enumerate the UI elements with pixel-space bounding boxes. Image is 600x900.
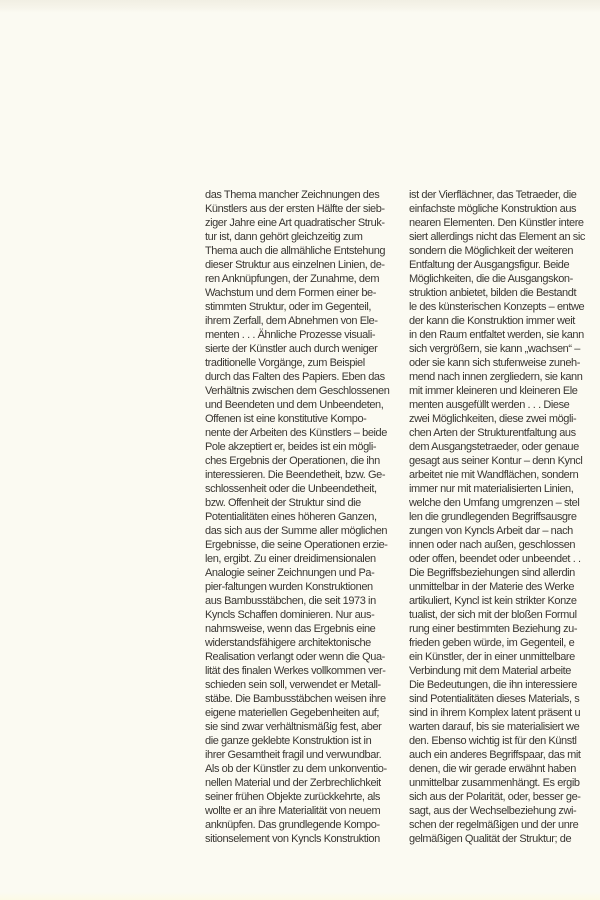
- text-line: ihrer Gesamtheit fragil und verwundbar.: [205, 749, 382, 761]
- text-line: Thema auch die allmähliche Entstehung: [205, 245, 386, 257]
- text-line: traditionelle Vorgänge, zum Beispiel: [205, 357, 365, 369]
- text-line: zungen von Kyncls Arbeit dar – nach: [409, 525, 573, 537]
- text-line: Realisation verlangt oder wenn die Qua-: [205, 651, 385, 663]
- text-line: das Thema mancher Zeichnungen des: [205, 189, 380, 201]
- text-line: ist der Vierflächner, das Tetraeder, die: [409, 189, 577, 201]
- text-line: sitionselement von Kyncls Konstruktion: [205, 833, 380, 845]
- text-line: Pole akzeptiert er, beides ist ein mögli-: [205, 441, 377, 453]
- text-line: gesagt aus seiner Kontur – denn Kyncl: [409, 455, 583, 467]
- text-line: sich aus der Polarität, oder, besser ge-: [409, 791, 581, 803]
- text-line: oder offen, beendet oder unbeendet . .: [409, 553, 581, 565]
- text-line: Verhältnis zwischen dem Geschlossenen: [205, 385, 390, 397]
- text-line: sind Potentialitäten dieses Materials, s: [409, 693, 580, 705]
- scan-edge-bottom: [0, 892, 600, 900]
- text-line: dem Ausgangstetraeder, oder genaue: [409, 441, 579, 453]
- text-line: ziger Jahre eine Art quadratischer Struk-: [205, 217, 385, 229]
- text-line: Als ob der Künstler zu dem unkonventio-: [205, 763, 387, 775]
- text-line: auch ein anderes Begriffspaar, das mit: [409, 749, 581, 761]
- text-line: nente der Arbeiten des Künstlers – beide: [205, 427, 387, 439]
- text-line: len die grundlegenden Begriffsausgre: [409, 511, 577, 523]
- text-line: siert allerdings nicht das Element an sic: [409, 231, 585, 243]
- text-line: gelmäßigen Qualität der Struktur; de: [409, 833, 572, 845]
- text-line: stäbe. Die Bambusstäbchen weisen ihre: [205, 693, 386, 705]
- text-line: Entfaltung der Ausgangsfigur. Beide: [409, 259, 570, 271]
- text-line: menten . . . Ähnliche Prozesse visuali-: [205, 329, 376, 341]
- text-line: pier-faltungen wurden Konstruktionen: [205, 581, 373, 593]
- text-line: len, ergibt. Zu einer dreidimensionalen: [205, 553, 376, 565]
- text-line: warten darauf, bis sie materialisiert we: [409, 721, 580, 733]
- scan-edge-top: [0, 0, 600, 13]
- text-line: tur ist, dann gehört gleichzeitig zum: [205, 231, 363, 243]
- text-line: struktion anbietet, bilden die Bestandt: [409, 287, 577, 299]
- text-line: das sich aus der Summe aller möglichen: [205, 525, 388, 537]
- text-line: ihrem Zerfall, dem Abnehmen von Ele-: [205, 315, 378, 327]
- text-line: frieden geben würde, im Gegenteil, e: [409, 637, 575, 649]
- text-line: mit immer kleineren und kleineren Ele: [409, 385, 578, 397]
- text-line: Kyncls Schaffen dominieren. Nur aus-: [205, 609, 375, 621]
- text-line: nellen Material und der Zerbrechlichkeit: [205, 777, 381, 789]
- text-line: Offenen ist eine konstitutive Kompo-: [205, 413, 367, 425]
- text-line: zwei Möglichkeiten, diese zwei mögli-: [409, 413, 577, 425]
- text-line: artikuliert, Kyncl ist kein strikter Konze: [409, 595, 577, 607]
- text-line: sagt, aus der Wechselbeziehung zwi-: [409, 805, 577, 817]
- text-line: interessieren. Die Beendetheit, bzw. Ge-: [205, 469, 386, 481]
- text-line: in den Raum entfaltet werden, sie kann: [409, 329, 584, 341]
- text-column-left: [205, 188, 401, 846]
- text-line: unmittelbar zusammenhängt. Es ergib: [409, 777, 580, 789]
- text-line: le des künsterischen Konzepts – entwe: [409, 301, 585, 313]
- text-line: lität des finalen Werkes vollkommen ver-: [205, 665, 386, 677]
- text-line: Wachstum und dem Formen einer be-: [205, 287, 376, 299]
- text-line: durch das Falten des Papiers. Eben das: [205, 371, 385, 383]
- text-line: welche den Umfang umgrenzen – stel: [409, 497, 580, 509]
- text-line: nearen Elementen. Den Künstler intere: [409, 217, 584, 229]
- text-line: Die Begriffsbeziehungen sind allerdin: [409, 567, 575, 579]
- text-line: die ganze geklebte Konstruktion ist in: [205, 735, 372, 747]
- text-line: Potentialitäten eines höheren Ganzen,: [205, 511, 377, 523]
- text-line: unmittelbar in der Materie des Werke: [409, 581, 575, 593]
- text-line: Die Bedeutungen, die ihn interessiere: [409, 679, 577, 691]
- text-line: oder sie kann sich stufenweise zuneh-: [409, 357, 580, 369]
- text-line: sind in ihrem Komplex latent präsent u: [409, 707, 581, 719]
- text-line: widerstandsfähigere architektonische: [205, 637, 371, 649]
- text-line: ches Ergebnis der Operationen, die ihn: [205, 455, 380, 467]
- text-line: tualist, der sich mit der bloßen Formul: [409, 609, 577, 621]
- text-line: sich vergrößern, sie kann „wachsen“ –: [409, 343, 580, 355]
- text-line: aus Bambusstäbchen, die seit 1973 in: [205, 595, 376, 607]
- text-line: Analogie seiner Zeichnungen und Pa-: [205, 567, 375, 579]
- text-line: der kann die Konstruktion immer weit: [409, 315, 575, 327]
- text-line: nahmsweise, wenn das Ergebnis eine: [205, 623, 376, 635]
- text-line: schieden sein soll, verwendet er Metall-: [205, 679, 381, 691]
- text-line: sondern die Möglichkeit der weiteren: [409, 245, 574, 257]
- text-line: Künstlers aus der ersten Hälfte der sieb-: [205, 203, 385, 215]
- text-column-right: [409, 188, 600, 846]
- text-line: denen, die wir gerade erwähnt haben: [409, 763, 576, 775]
- text-line: sierte der Künstler auch durch weniger: [205, 343, 378, 355]
- text-line: und Beendeten und dem Unbeendeten,: [205, 399, 384, 411]
- text-line: arbeitet nie mit Wandflächen, sondern: [409, 469, 579, 481]
- text-line: wollte er an ihre Materialität von neuem: [205, 805, 381, 817]
- text-line: ein Künstler, der in einer unmittelbare: [409, 651, 575, 663]
- text-line: ren Anknüpfungen, der Zunahme, dem: [205, 273, 380, 285]
- text-line: menten ausgefüllt werden . . . Diese: [409, 399, 570, 411]
- text-line: schlossenheit oder die Unbeendetheit,: [205, 483, 377, 495]
- text-line: eigene materiellen Gegebenheiten auf;: [205, 707, 380, 719]
- text-line: Möglichkeiten, die die Ausgangskon-: [409, 273, 573, 285]
- text-line: stimmten Struktur, oder im Gegenteil,: [205, 301, 372, 313]
- text-line: Verbindung mit dem Material arbeite: [409, 665, 572, 677]
- text-line: rung einer bestimmten Beziehung zu-: [409, 623, 578, 635]
- text-line: mend nach innen zergliedern, sie kann: [409, 371, 583, 383]
- text-line: dieser Struktur aus einzelnen Linien, de-: [205, 259, 385, 271]
- text-line: anknüpfen. Das grundlegende Kompo-: [205, 819, 380, 831]
- text-line: immer nur mit materialisierten Linien,: [409, 483, 574, 495]
- text-line: innen oder nach außen, geschlossen: [409, 539, 576, 551]
- text-line: Ergebnisse, die seine Operationen erzie-: [205, 539, 388, 551]
- text-line: bzw. Offenheit der Struktur sind die: [205, 497, 361, 509]
- text-line: chen Arten der Strukturentfaltung aus: [409, 427, 576, 439]
- text-line: seiner frühen Objekte zurückkehrte, als: [205, 791, 380, 803]
- text-line: schen der regelmäßigen und der unre: [409, 819, 579, 831]
- text-line: den. Ebenso wichtig ist für den Künstl: [409, 735, 577, 747]
- text-line: einfachste mögliche Konstruktion aus: [409, 203, 577, 215]
- text-line: sie sind zwar verhältnismäßig fest, aber: [205, 721, 382, 733]
